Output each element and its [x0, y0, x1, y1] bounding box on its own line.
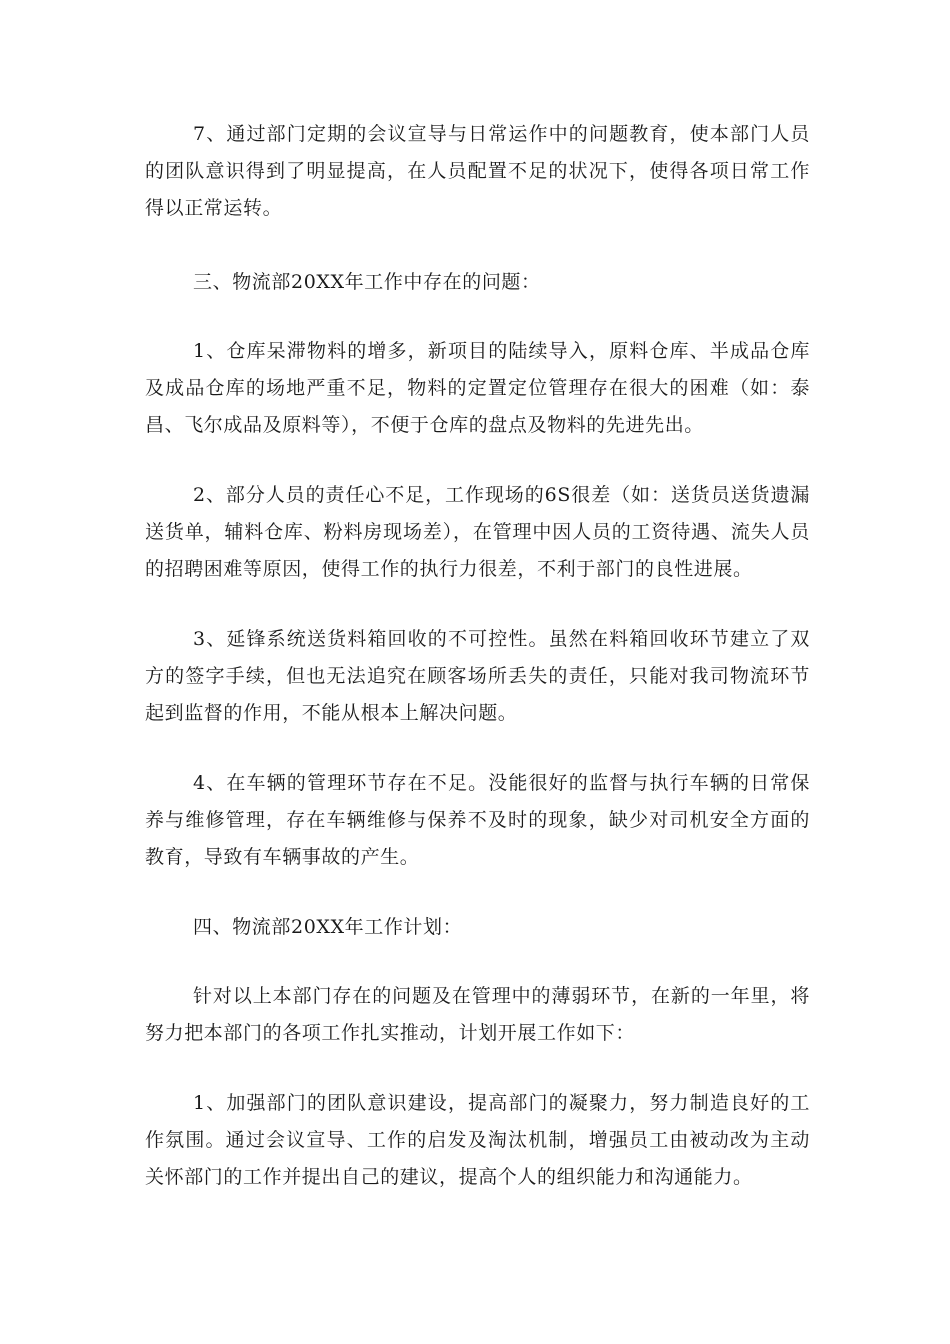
paragraph-problem-2-responsibility: 2、部分人员的责任心不足，工作现场的6S很差（如：送货员送货遗漏送货单，辅料仓库、粉料房现场差），在管理中因人员的工资待遇、流失人员的招聘困难等原因，使得工作的执行力很差，不利于部门的良性进展。 [145, 484, 810, 580]
paragraph-problem-1-warehouse: 1、仓库呆滞物料的增多，新项目的陆续导入，原料仓库、半成品仓库及成品仓库的场地严重不足，物料的定置定位管理存在很大的困难（如：泰昌、飞尔成品及原料等），不便于仓库的盘点及物料的先进先出。 [145, 340, 810, 436]
paragraph-item-7-teamwork: 7、通过部门定期的会议宣导与日常运作中的问题教育，使本部门人员的团队意识得到了明显提高，在人员配置不足的状况下，使得各项日常工作得以正常运转。 [145, 123, 810, 219]
paragraph-problem-4-vehicles: 4、在车辆的管理环节存在不足。没能很好的监督与执行车辆的日常保养与维修管理，存在车辆维修与保养不及时的现象，缺少对司机安全方面的教育，导致有车辆事故的产生。 [145, 772, 810, 868]
section-heading-plan: 四、物流部20XX年工作计划： [193, 916, 463, 938]
section-heading-problems: 三、物流部20XX年工作中存在的问题： [193, 271, 541, 293]
paragraph-plan-1-team-building: 1、加强部门的团队意识建设，提高部门的凝聚力，努力制造良好的工作氛围。通过会议宣导、工作的启发及淘汰机制，增强员工由被动改为主动关怀部门的工作并提出自己的建议，提高个人的组织能力和沟通能力。 [145, 1092, 810, 1188]
paragraph-plan-intro: 针对以上本部门存在的问题及在管理中的薄弱环节，在新的一年里，将努力把本部门的各项工作扎实推动，计划开展工作如下： [145, 985, 810, 1044]
paragraph-problem-3-crate-recovery: 3、延锋系统送货料箱回收的不可控性。虽然在料箱回收环节建立了双方的签字手续，但也无法追究在顾客场所丢失的责任，只能对我司物流环节起到监督的作用，不能从根本上解决问题。 [145, 628, 810, 724]
